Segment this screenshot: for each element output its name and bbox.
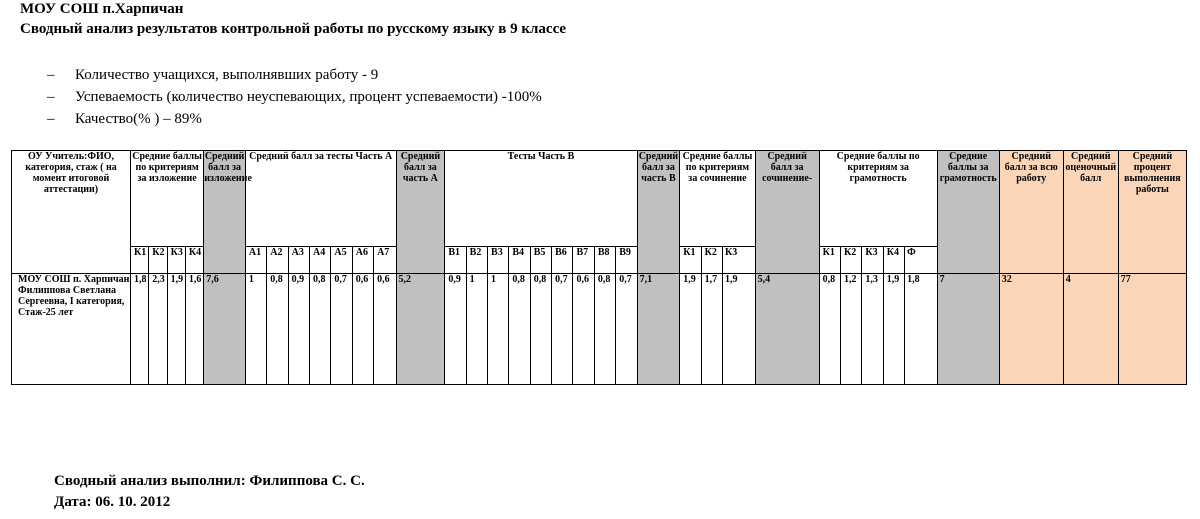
subheader-a: А4 [310,247,331,274]
cell-gram: 0,8 [819,274,840,385]
header-soch: Средние баллы по критериям за сочинение [680,151,755,247]
stat-quality-text: Качество(% ) – 89% [75,111,202,127]
subheader-gram: К2 [841,247,862,274]
stat-success [47,86,542,108]
subheader-b: В9 [616,247,637,274]
cell-teacher: МОУ СОШ п. Харпичан Филиппова Светлана Сергеевна, I категория, Стаж-25 лет [12,274,131,385]
school-name: МОУ СОШ п.Харпичан [20,1,184,17]
header-gram-avg: Средние баллы за грамотность [937,151,999,274]
subheader-b: В2 [466,247,487,274]
list-dash: – [47,111,55,127]
stat-quality [47,108,542,130]
cell-soch: 1,9 [680,274,701,385]
header-mark: Средний оценочный балл [1063,151,1118,274]
cell-total: 32 [999,274,1063,385]
cell-b: 0,7 [616,274,637,385]
cell-pct: 77 [1118,274,1186,385]
subheader-gram: К4 [883,247,904,274]
subheader-a: А6 [352,247,373,274]
header-test-a-avg: Средний балл за часть А [396,151,445,274]
cell-b: 1 [488,274,509,385]
cell-a: 1 [245,274,266,385]
cell-b: 0,7 [552,274,573,385]
results-table [11,150,1187,385]
stats-list [47,64,542,130]
subheader-b: В7 [573,247,594,274]
subheader-b: В4 [509,247,530,274]
subheader-b: В8 [594,247,615,274]
header-test-a: Средний балл за тесты Часть А [245,151,396,247]
cell-soch-avg: 5,4 [755,274,819,385]
stat-students [47,64,542,86]
cell-izl: 1,6 [185,274,203,385]
cell-gram: 1,3 [862,274,883,385]
header-soch-avg: Средний балл за сочинение- [755,151,819,274]
cell-b: 1 [466,274,487,385]
cell-a: 0,7 [331,274,352,385]
footer-author: Сводный анализ выполнил: Филиппова С. С. [54,473,365,489]
cell-gram: 1,2 [841,274,862,385]
cell-a: 0,6 [352,274,373,385]
cell-a-avg: 5,2 [396,274,445,385]
cell-b-avg: 7,1 [637,274,680,385]
cell-b: 0,8 [509,274,530,385]
cell-izl: 1,9 [167,274,185,385]
subheader-gram: К1 [819,247,840,274]
subheader-izl: К3 [167,247,185,274]
cell-b: 0,8 [530,274,551,385]
subheader-a: А2 [267,247,288,274]
cell-b: 0,6 [573,274,594,385]
cell-gram: 1,9 [883,274,904,385]
cell-b: 0,9 [445,274,466,385]
subheader-gram: К3 [862,247,883,274]
cell-soch: 1,9 [723,274,756,385]
subheader-izl: К1 [131,247,149,274]
stat-students-text: Количество учащихся, выполнявших работу - 9 [75,67,379,83]
header-gram: Средние баллы по критериям за грамотность [819,151,937,247]
subheader-b: В3 [488,247,509,274]
cell-a: 0,9 [288,274,309,385]
footer-date: Дата: 06. 10. 2012 [54,494,171,510]
cell-gram-avg: 7 [937,274,999,385]
subheader-a: А5 [331,247,352,274]
header-test-b-avg: Средний балл за часть В [637,151,680,274]
table-row [12,274,1187,385]
cell-izl: 2,3 [149,274,167,385]
cell-soch: 1,7 [701,274,722,385]
subheader-izl: К2 [149,247,167,274]
subheader-izl: К4 [185,247,203,274]
cell-a: 0,8 [310,274,331,385]
subheader-a: А3 [288,247,309,274]
cell-a: 0,6 [374,274,396,385]
stat-success-text: Успеваемость (количество неуспевающих, процент успеваемости) -100% [75,89,542,105]
cell-a: 0,8 [267,274,288,385]
header-test-b: Тесты Часть В [445,151,637,247]
subheader-soch: К2 [701,247,722,274]
subheader-gram: Ф [905,247,938,274]
subheader-soch: К1 [680,247,701,274]
cell-mark: 4 [1063,274,1118,385]
list-dash: – [47,89,55,105]
subheader-b: В5 [530,247,551,274]
cell-izl: 1,8 [131,274,149,385]
subheader-a: А7 [374,247,396,274]
cell-gram: 1,8 [905,274,938,385]
cell-izl-avg: 7,6 [204,274,246,385]
subheader-a: А1 [245,247,266,274]
header-total: Средний балл за всю работу [999,151,1063,274]
subheader-b: В6 [552,247,573,274]
report-title: Сводный анализ результатов контрольной работы по русскому языку в 9 классе [20,21,567,37]
header-izl: Средние баллы по критериям за изложение [131,151,204,247]
header-izl-avg: Средний балл за изложение [204,151,246,274]
subheader-soch: К3 [723,247,756,274]
subheader-b: В1 [445,247,466,274]
header-ou: ОУ Учитель:ФИО, категория, стаж ( на момент итоговой аттестации) [12,151,131,274]
cell-b: 0,8 [594,274,615,385]
list-dash: – [47,67,55,83]
header-pct: Средний процент выполнения работы [1118,151,1186,274]
